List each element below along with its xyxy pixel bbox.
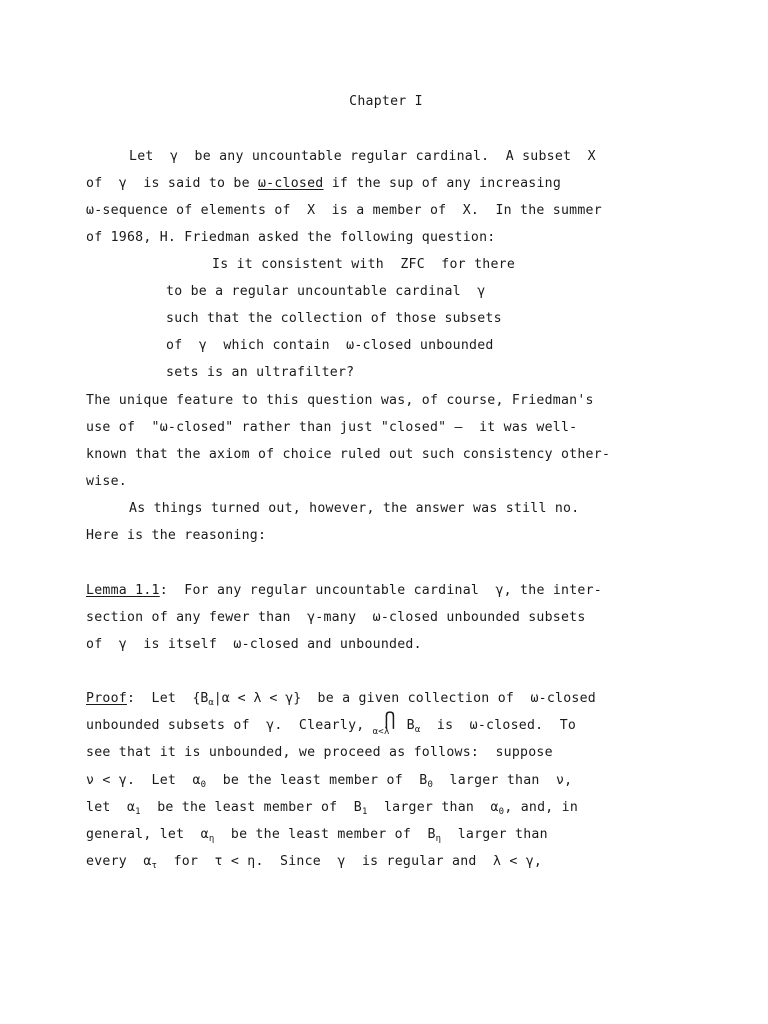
proof-line: see that it is unbounded, we proceed as follows: suppose: [86, 745, 553, 760]
proof-line: [86, 709, 768, 737]
question-line: sets is an ultrafilter?: [166, 365, 355, 380]
text-run: larger than α: [367, 800, 499, 815]
text-run: : Let: [126, 691, 193, 706]
subscript: 0: [498, 807, 505, 817]
proof-line: [86, 773, 768, 789]
text-run: larger than ν,: [433, 773, 573, 788]
text-run: larger than: [441, 827, 548, 842]
proof-line: [86, 827, 768, 843]
lemma-line: [86, 583, 768, 599]
subscript: τ: [151, 861, 158, 871]
text-run: is ω-closed. To: [420, 718, 577, 733]
intersection-symbol: ⋂ α<λ: [372, 709, 396, 737]
question-line: of γ which contain ω-closed unbounded: [166, 338, 494, 353]
text-run: of γ is said to be: [86, 176, 258, 191]
text-line: Here is the reasoning:: [86, 528, 267, 543]
text-line: use of "ω-closed" rather than just "closed" — it was well-: [86, 420, 578, 435]
subscript: 0: [200, 780, 207, 790]
lemma-line: of γ is itself ω-closed and unbounded.: [86, 637, 422, 652]
text-line: wise.: [86, 474, 127, 489]
text-run: for τ < η. Since γ is regular and λ < γ,: [157, 854, 543, 869]
text-line: ω-sequence of elements of X is a member of X. In the summer: [86, 203, 602, 218]
set-notation: $\{B_\alpha|\alpha < \lambda < \gamma\}$: [192, 691, 302, 708]
text-line: known that the axiom of choice ruled out such consistency other-: [86, 447, 611, 462]
subscript: η: [208, 834, 215, 844]
question-line: such that the collection of those subsets: [166, 311, 502, 326]
proof-line: [86, 800, 768, 816]
subscript: 1: [361, 807, 368, 817]
text-run: unbounded subsets of γ. Clearly,: [86, 718, 373, 733]
subscript: 1: [135, 807, 141, 817]
text-line: As things turned out, however, the answer was still no.: [129, 501, 580, 516]
text-run: let α: [86, 800, 136, 815]
text-run: be the least member of B: [206, 773, 428, 788]
defined-term: ω-closed: [257, 176, 324, 191]
chapter-title: Chapter I: [349, 94, 423, 109]
text-run: be the least member of B: [140, 800, 362, 815]
text-run: : For any regular uncountable cardinal γ, the inter-: [159, 583, 602, 598]
text-line: [86, 176, 768, 192]
lemma-label: Lemma 1.1: [86, 583, 160, 598]
question-line: to be a regular uncountable cardinal γ: [166, 284, 486, 299]
lemma-line: section of any fewer than γ-many ω-closed unbounded subsets: [86, 610, 586, 625]
text-line: The unique feature to this question was, of course, Friedman's: [86, 393, 594, 408]
subscript: η: [435, 834, 442, 844]
text-run: general, let α: [86, 827, 209, 842]
text-run: ν < γ. Let α: [86, 773, 201, 788]
text-run: $B_\alpha$: [406, 718, 421, 735]
proof-line: [86, 691, 768, 707]
text-run: every α: [86, 854, 152, 869]
question-line: Is it consistent with ZFC for there: [212, 257, 516, 272]
text-run: if the sup of any increasing: [323, 176, 562, 191]
subscript: 0: [427, 780, 434, 790]
text-line: Let γ be any uncountable regular cardinal. A subset X: [129, 149, 596, 164]
proof-label: Proof: [86, 691, 127, 706]
text-line: of 1968, H. Friedman asked the following question:: [86, 230, 496, 245]
text-run: , and, in: [504, 800, 579, 815]
proof-line: [86, 854, 768, 870]
text-run: be the least member of B: [214, 827, 436, 842]
text-run: be a given collection of ω-closed: [301, 691, 596, 706]
